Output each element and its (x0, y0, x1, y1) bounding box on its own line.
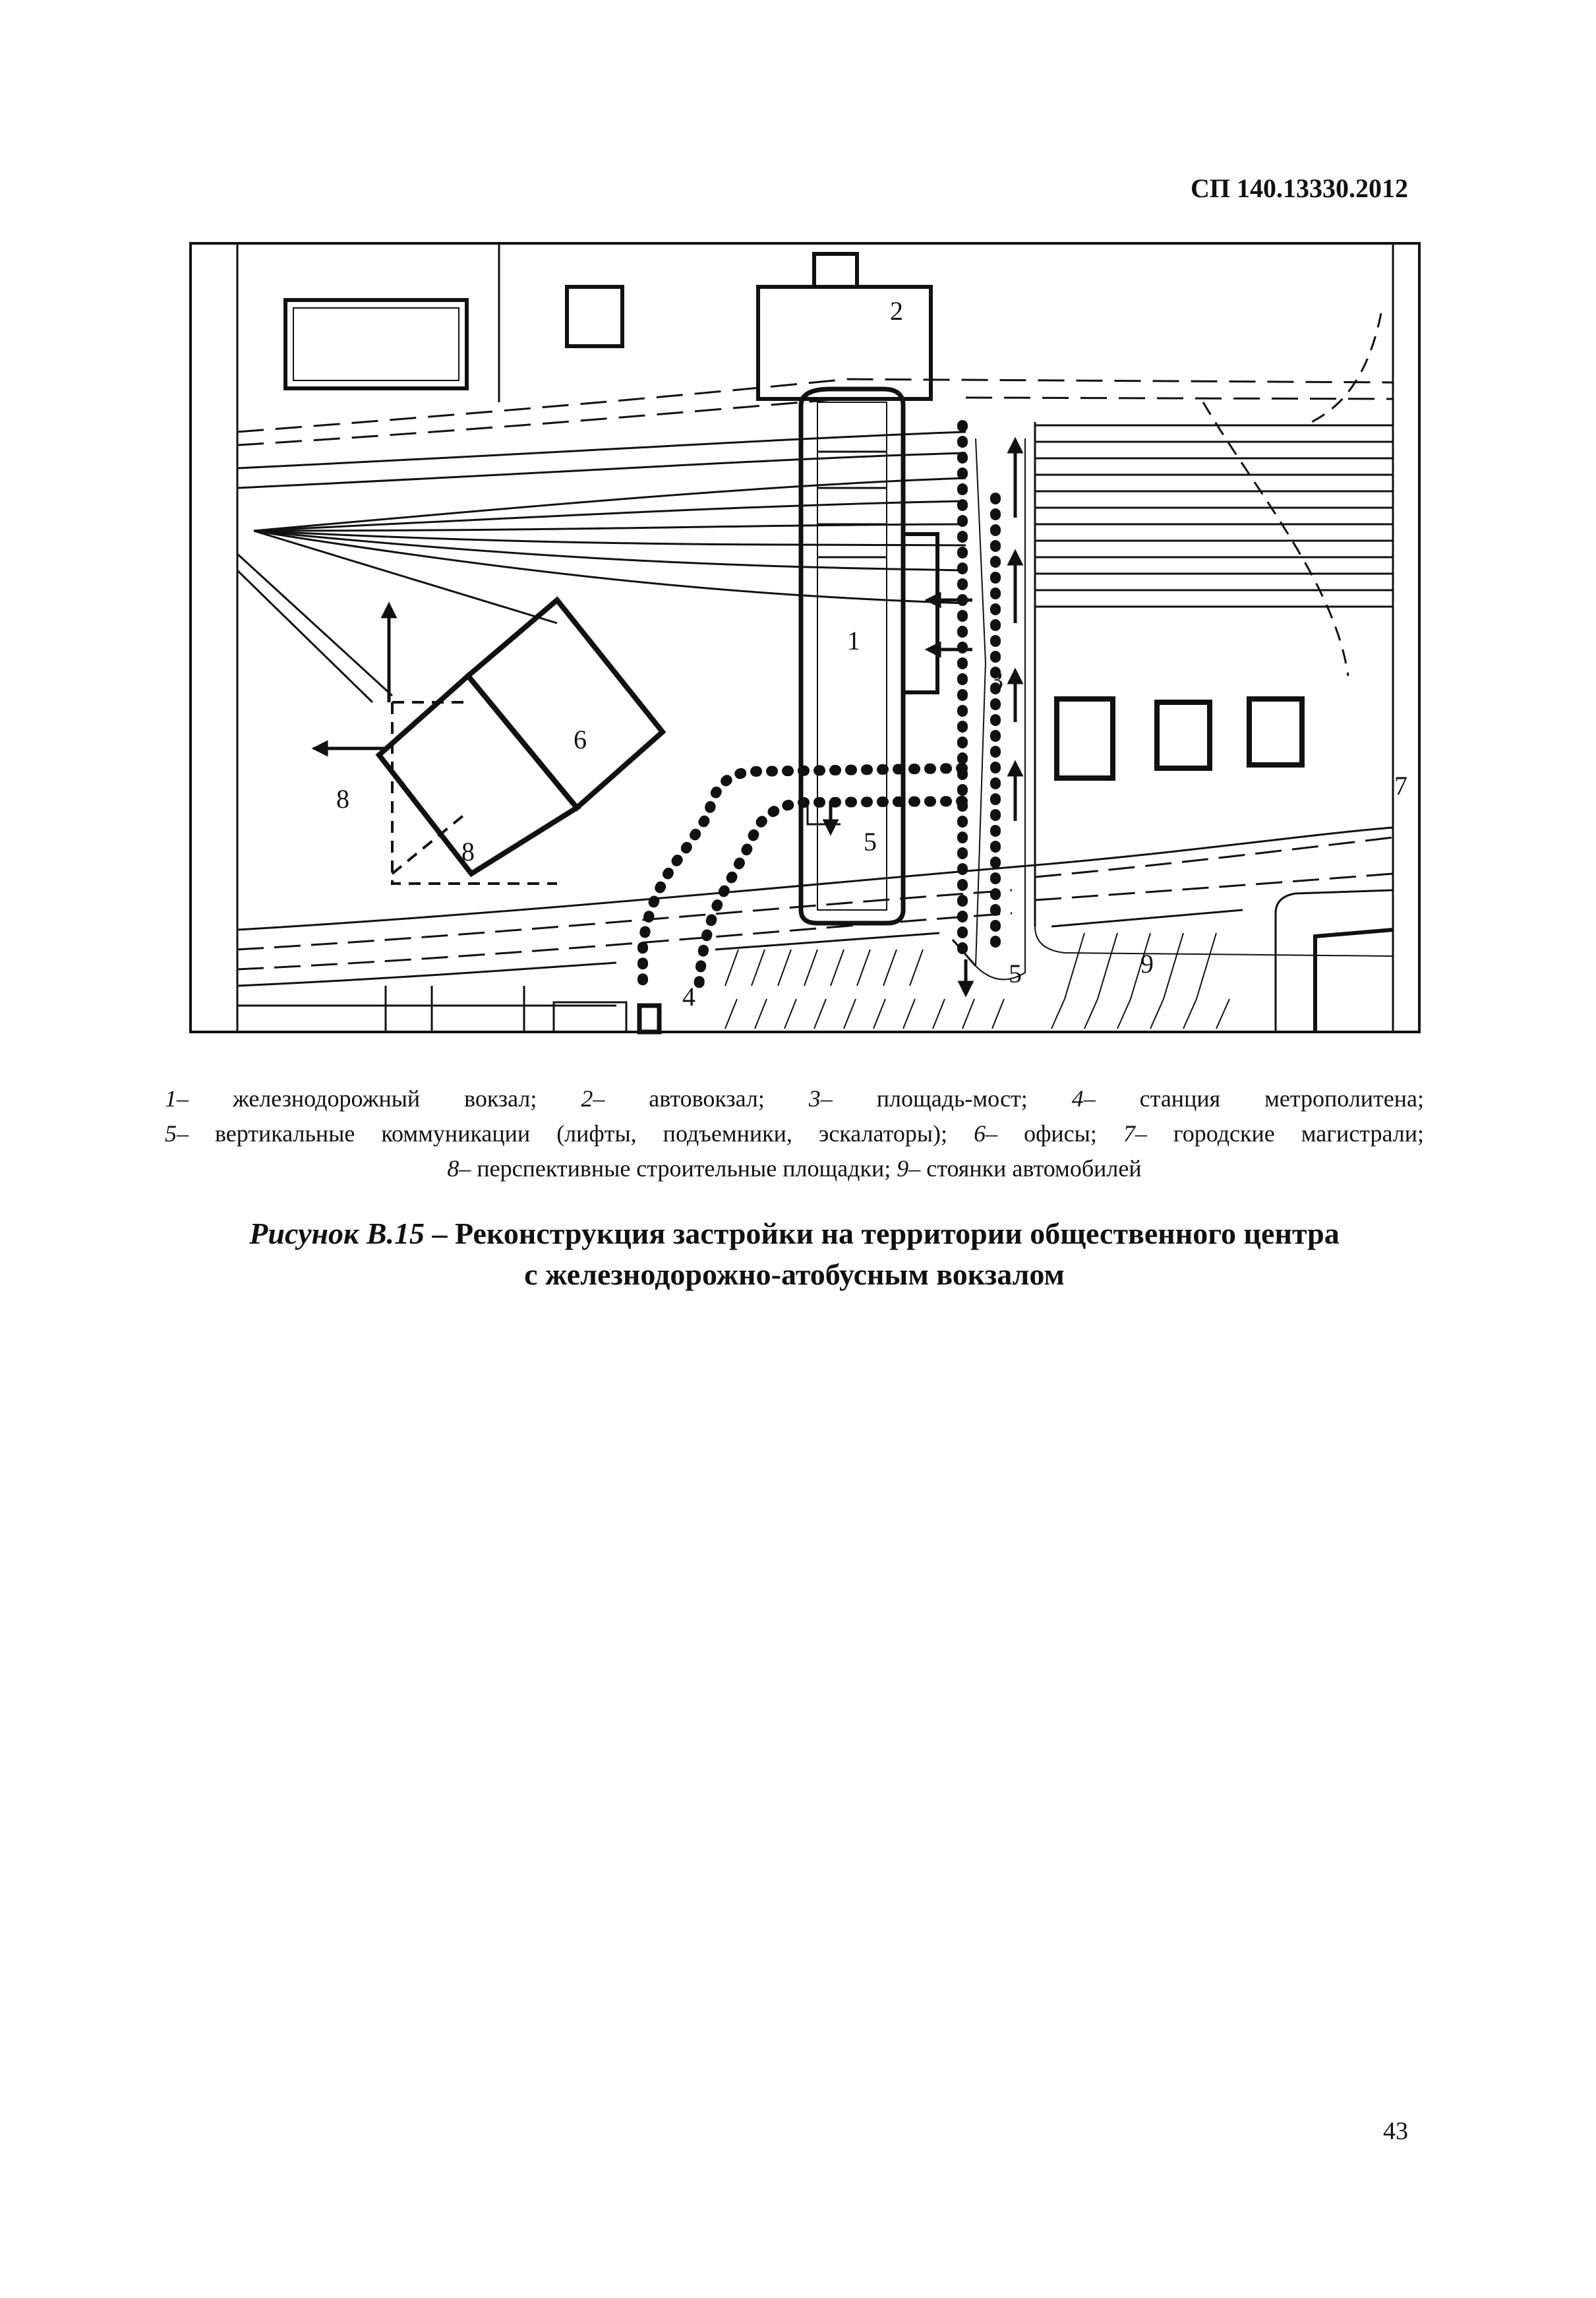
label-4: 4 (682, 982, 695, 1012)
label-5b: 5 (1009, 959, 1022, 988)
label-9: 9 (1140, 949, 1154, 979)
figure-caption (165, 1213, 1424, 1295)
building (1249, 699, 1302, 765)
label-3: 3 (990, 665, 1003, 695)
legend-line-3: 8– перспективные строительные площадки; 9– стоянки автомобилей (447, 1155, 1142, 1182)
building (285, 300, 467, 388)
label-7: 7 (1394, 771, 1407, 801)
label-5a: 5 (864, 827, 877, 857)
site-plan-figure (188, 241, 1422, 1039)
document-code: СП 140.13330.2012 (1191, 173, 1408, 203)
figure-frame (191, 243, 1419, 1032)
site-plan-drawing (188, 241, 1422, 1039)
label-6: 6 (574, 725, 587, 754)
caption-title: – Реконструкция застройки на территории общественного центра (425, 1217, 1340, 1250)
page-number: 43 (1383, 2117, 1408, 2145)
metro-entrance (639, 1006, 659, 1032)
caption-line-2: с железнодорожно-атобусным вокзалом (524, 1257, 1065, 1291)
caption-line-1 (165, 1213, 1424, 1254)
office-building (468, 600, 663, 808)
label-8a: 8 (336, 784, 349, 814)
parking-area (725, 933, 1229, 1029)
figure-legend (165, 1081, 1424, 1186)
building (567, 287, 622, 346)
label-1: 1 (847, 626, 860, 655)
bus-station (758, 287, 931, 399)
label-8b: 8 (461, 837, 475, 866)
caption-prefix: Рисунок В.15 (249, 1217, 425, 1250)
railway-station (801, 389, 903, 923)
label-2: 2 (890, 296, 903, 326)
legend-line-1: 1– железнодорожный вокзал; 2– автовокзал; 3– площадь-мост; 4– станция метрополитена; (165, 1085, 1425, 1112)
legend-line-2: 5– вертикальные коммуникации (лифты, подъемники, эскалаторы); 6– офисы; 7– городские магистрали; (165, 1120, 1424, 1147)
building (1157, 702, 1210, 768)
building (1057, 699, 1113, 778)
